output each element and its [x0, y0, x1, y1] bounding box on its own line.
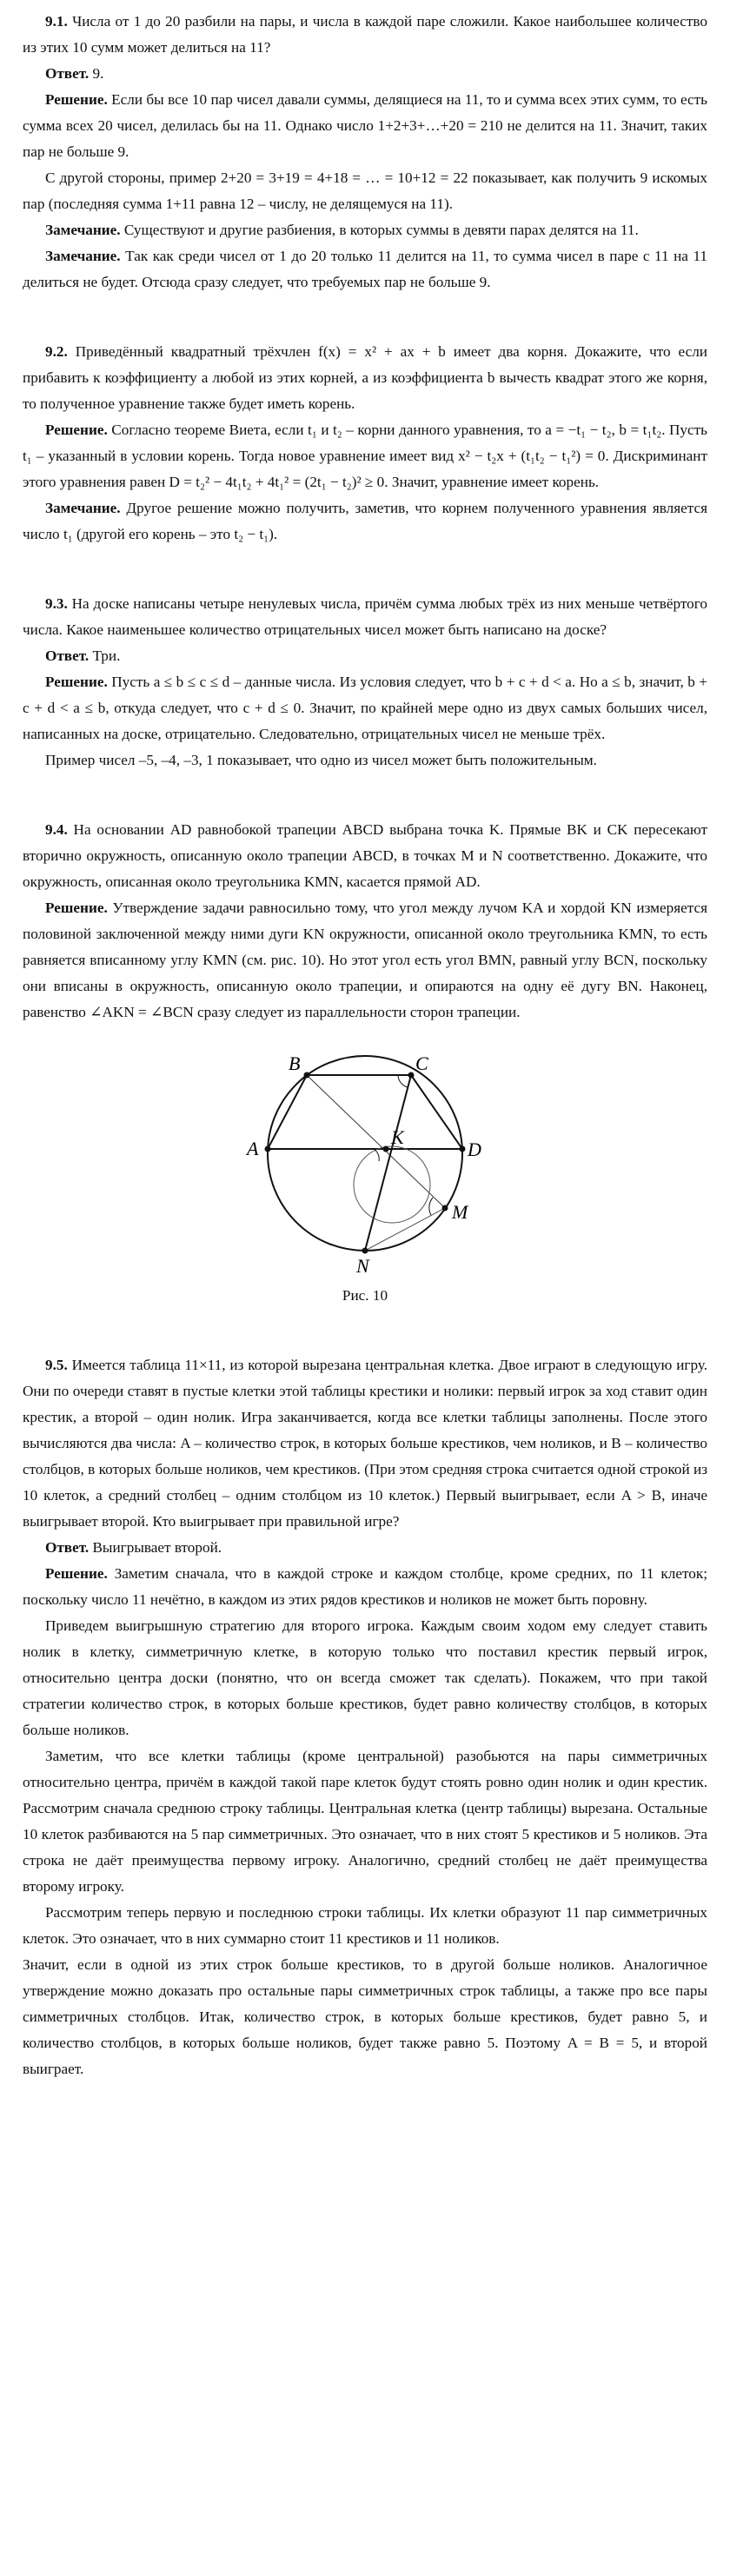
label-a: A: [247, 1138, 259, 1159]
solution-label: Решение.: [45, 422, 108, 438]
remark-text: Существуют и другие разбиения, в которых суммы в девяти парах делятся на 11.: [123, 222, 639, 238]
label-d: D: [468, 1139, 481, 1160]
problem-number: 9.4.: [45, 821, 68, 838]
problem-9-5: [23, 1352, 707, 2082]
problem-number: 9.2.: [45, 343, 68, 360]
problem-statement: [23, 817, 707, 895]
problem-9-1: [23, 9, 707, 295]
figure-10: [182, 1045, 548, 1309]
solution-paragraph-2: Пример чисел –5, –4, –3, 1 показывает, что одно из чисел может быть положительным.: [45, 752, 597, 768]
solution-paragraph-4: Рассмотрим теперь первую и последнюю строки таблицы. Их клетки образуют 11 пар симметричных клеток. Это означает, что в них суммарно стоит 11 крестиков и 11 ноликов.: [23, 1904, 707, 1947]
figure-caption: Рис. 10: [342, 1287, 388, 1304]
problem-number: 9.5.: [45, 1357, 68, 1373]
answer-label: Ответ.: [45, 1539, 90, 1556]
angle-arc-c: [398, 1075, 408, 1087]
solution-paragraph-3: Заметим, что все клетки таблицы (кроме центральной) разобьются на пары симметричных относительно центра, причём в каждой такой паре клеток будут стоять ровно один нолик и один крестик. Рассмотрим сначала среднюю строку таблицы. Центральная клетка (центр таблицы) вырезана. Остальные 10 клеток разбиваются на 5 пар симметричных. Это означает, что в них стоят 5 крестиков и 5 ноликов. Эта строка не даёт преимущества первому игроку. Аналогично, средний столбец не даёт преимущества второму игроку.: [23, 1748, 707, 1895]
segment-mn: [365, 1208, 445, 1251]
remark-label-2: Замечание.: [45, 248, 121, 264]
point-k: [383, 1146, 389, 1152]
statement-text: Числа от 1 до 20 разбили на пары, и числа в каждой паре сложили. Какое наибольшее количество из этих 10 сумм может делиться на 11?: [23, 13, 708, 56]
solution-label: Решение.: [45, 674, 108, 690]
trapezoid-abcd: [268, 1075, 462, 1149]
remark-text: Другое решение можно получить, заметив, что корнем полученного уравнения является число t₁ (другой его корень – это t₂ − t₁).: [23, 500, 707, 542]
solution-label: Решение.: [45, 91, 108, 108]
problem-statement: [23, 591, 707, 643]
point-d: [460, 1146, 466, 1152]
answer-label: Ответ.: [45, 647, 90, 664]
solution-paragraph: [23, 895, 707, 1026]
point-m: [442, 1205, 448, 1212]
label-n: N: [356, 1255, 369, 1277]
point-c: [408, 1072, 415, 1079]
circle-kmn: [354, 1146, 430, 1223]
problem-statement: [23, 1352, 707, 1535]
solution-text: Если бы все 10 пар чисел давали суммы, делящиеся на 11, то и сумма всех этих сумм, то есть сумма всех 20 чисел, делилась бы на 11. Однако число 1+2+3+…+20 = 210 не делится на 11. Значит, таких пар не больше 9.: [23, 91, 708, 160]
remark-paragraph: [23, 495, 707, 548]
answer-label: Ответ.: [45, 65, 90, 82]
remark-paragraph-2: [23, 243, 707, 295]
statement-text: На доске написаны четыре ненулевых числа, причём сумма любых трёх из них меньше четвёртого числа. Какое наименьшее количество отрицательных чисел может быть написано на доске?: [23, 595, 707, 638]
spacer: [23, 1309, 707, 1352]
spacer: [23, 295, 707, 339]
solution-label: Решение.: [45, 1565, 108, 1582]
remark-label: Замечание.: [45, 500, 121, 516]
line-cn: [365, 1075, 411, 1251]
statement-text: Имеется таблица 11×11, из которой вырезана центральная клетка. Двое играют в следующую игру. Они по очереди ставят в пустые клетки этой таблицы крестики и нолики: первый игрок за ход ставит один крестик, а второй – один нолик. Игра заканчивается, когда все клетки таблицы заполнены. После этого вычисляются два числа: A – количество строк, в которых больше крестиков, чем ноликов, и B – количество столбцов, в которых больше ноликов, чем крестиков. (При этом средняя строка считается одной строкой из 10 клеток, а средний столбец – одним столбцом из 10 клеток.) Первый выигрывает, если A > B, иначе выигрывает второй. Кто выигрывает при правильной игре?: [23, 1357, 707, 1530]
spacer: [23, 773, 707, 817]
answer-text: Выигрывает второй.: [92, 1539, 222, 1556]
solution-paragraph: [23, 87, 707, 165]
label-m: M: [452, 1201, 468, 1223]
trapezoid-circle-diagram: [235, 1045, 495, 1279]
solution-paragraph: [23, 669, 707, 747]
remark-label: Замечание.: [45, 222, 121, 238]
circumcircle: [268, 1056, 462, 1251]
point-n: [362, 1248, 368, 1254]
solution-paragraph: [23, 1561, 707, 1613]
problem-statement: [23, 339, 707, 417]
solution-text: Заметим сначала, что в каждой строке и каждом столбце, кроме средних, по 11 клеток; поскольку число 11 нечётно, в каждом из этих рядов крестиков и ноликов не может быть поровну.: [23, 1565, 707, 1608]
problem-number: 9.1.: [45, 13, 68, 30]
solution-text: Пусть a ≤ b ≤ c ≤ d – данные числа. Из условия следует, что b + c + d < a. Но a ≤ b, значит, b + c + d < a ≤ b, откуда следует, что c + d ≤ 0. Значит, по крайней мере одно из двух самых больших чисел, написанных на доске, отрицательно. Следовательно, отрицательных чисел не меньше трёх.: [23, 674, 707, 742]
statement-text: На основании AD равнобокой трапеции ABCD выбрана точка K. Прямые BK и CK пересекают вторично окружность, описанную около трапеции ABCD, в точках M и N соответственно. Докажите, что окружность, описанная около треугольника KMN, касается прямой AD.: [23, 821, 707, 890]
problem-9-4: [23, 817, 707, 1309]
problem-9-3: [23, 591, 707, 773]
answer-text: Три.: [92, 647, 121, 664]
label-c: C: [415, 1052, 428, 1074]
answer-line: [23, 1535, 707, 1561]
solution-paragraph-2: С другой стороны, пример 2+20 = 3+19 = 4+18 = … = 10+12 = 22 показывает, как получить 9 искомых пар (последняя сумма 1+11 равна 12 – числу, не делящемуся на 11).: [23, 169, 707, 212]
solution-text: Утверждение задачи равносильно тому, что угол между лучом KA и хордой KN измеряется половиной заключенной между ними дуги KN окружности, описанной около треугольника KMN, то есть равняется вписанному углу KMN (см. рис. 10). Но этот угол есть угол BMN, равный углу BCN, поскольку они вписаны в окружность, описанную около трапеции, и опираются на одну её дугу BN. Наконец, равенство ∠AKN = ∠BCN сразу следует из параллельности сторон трапеции.: [23, 900, 708, 1020]
angle-arc-m: [429, 1198, 433, 1215]
answer-line: [23, 61, 707, 87]
solution-paragraph-5: Значит, если в одной из этих строк больше крестиков, то в другой больше ноликов. Аналогичное утверждение можно доказать про остальные пары симметричных строк таблицы, а также про все пары симметричных столбцов. Итак, количество строк, в которых больше крестиков, будет равно 5, и количество столбцов, в которых больше ноликов, будет также равно 5. Поэтому A = B = 5, и второй выиграет.: [23, 1956, 707, 2077]
solution-paragraph-2: Приведем выигрышную стратегию для второго игрока. Каждым своим ходом ему следует ставить нолик в клетку, симметричную клетке, в которую только что поставил крестик первый игрок, относительно центра доски (понятно, что он всегда сможет так сделать). Покажем, что при такой стратегии количество строк, в которых больше крестиков, будет равно количеству столбцов, в которых больше ноликов.: [23, 1617, 707, 1738]
problem-number: 9.3.: [45, 595, 68, 612]
point-a: [265, 1146, 271, 1152]
solution-paragraph: [23, 417, 707, 495]
solution-text: Согласно теореме Виета, если t₁ и t₂ – корни данного уравнения, то a = −t₁ − t₂, b = t₁t₂. Пусть t₁ – указанный в условии корень. Тогда новое уравнение имеет вид x² − t₂x + (t₁t₂ − t₁²) = 0. Дискриминант этого уравнения равен D = t₂² − 4t₁t₂ + 4t₁² = (2t₁ − t₂)² ≥ 0. Значит, уравнение имеет корень.: [23, 422, 708, 490]
statement-text: Приведённый квадратный трёхчлен f(x) = x² + ax + b имеет два корня. Докажите, что если прибавить к коэффициенту a любой из этих корней, а из коэффициента b вычесть квадрат этого же корня, то полученное уравнение также будет иметь корень.: [23, 343, 707, 412]
answer-line: [23, 643, 707, 669]
problem-9-2: [23, 339, 707, 548]
spacer: [23, 548, 707, 591]
answer-text: 9.: [92, 65, 104, 82]
remark-paragraph: [23, 217, 707, 243]
point-b: [304, 1072, 310, 1079]
solution-label: Решение.: [45, 900, 108, 916]
problem-statement: [23, 9, 707, 61]
label-b: B: [289, 1052, 301, 1074]
label-k: K: [391, 1126, 404, 1148]
remark-text-2: Так как среди чисел от 1 до 20 только 11 делится на 11, то сумма чисел в паре с 11 на 11 делиться не будет. Отсюда сразу следует, что требуемых пар не больше 9.: [23, 248, 707, 290]
